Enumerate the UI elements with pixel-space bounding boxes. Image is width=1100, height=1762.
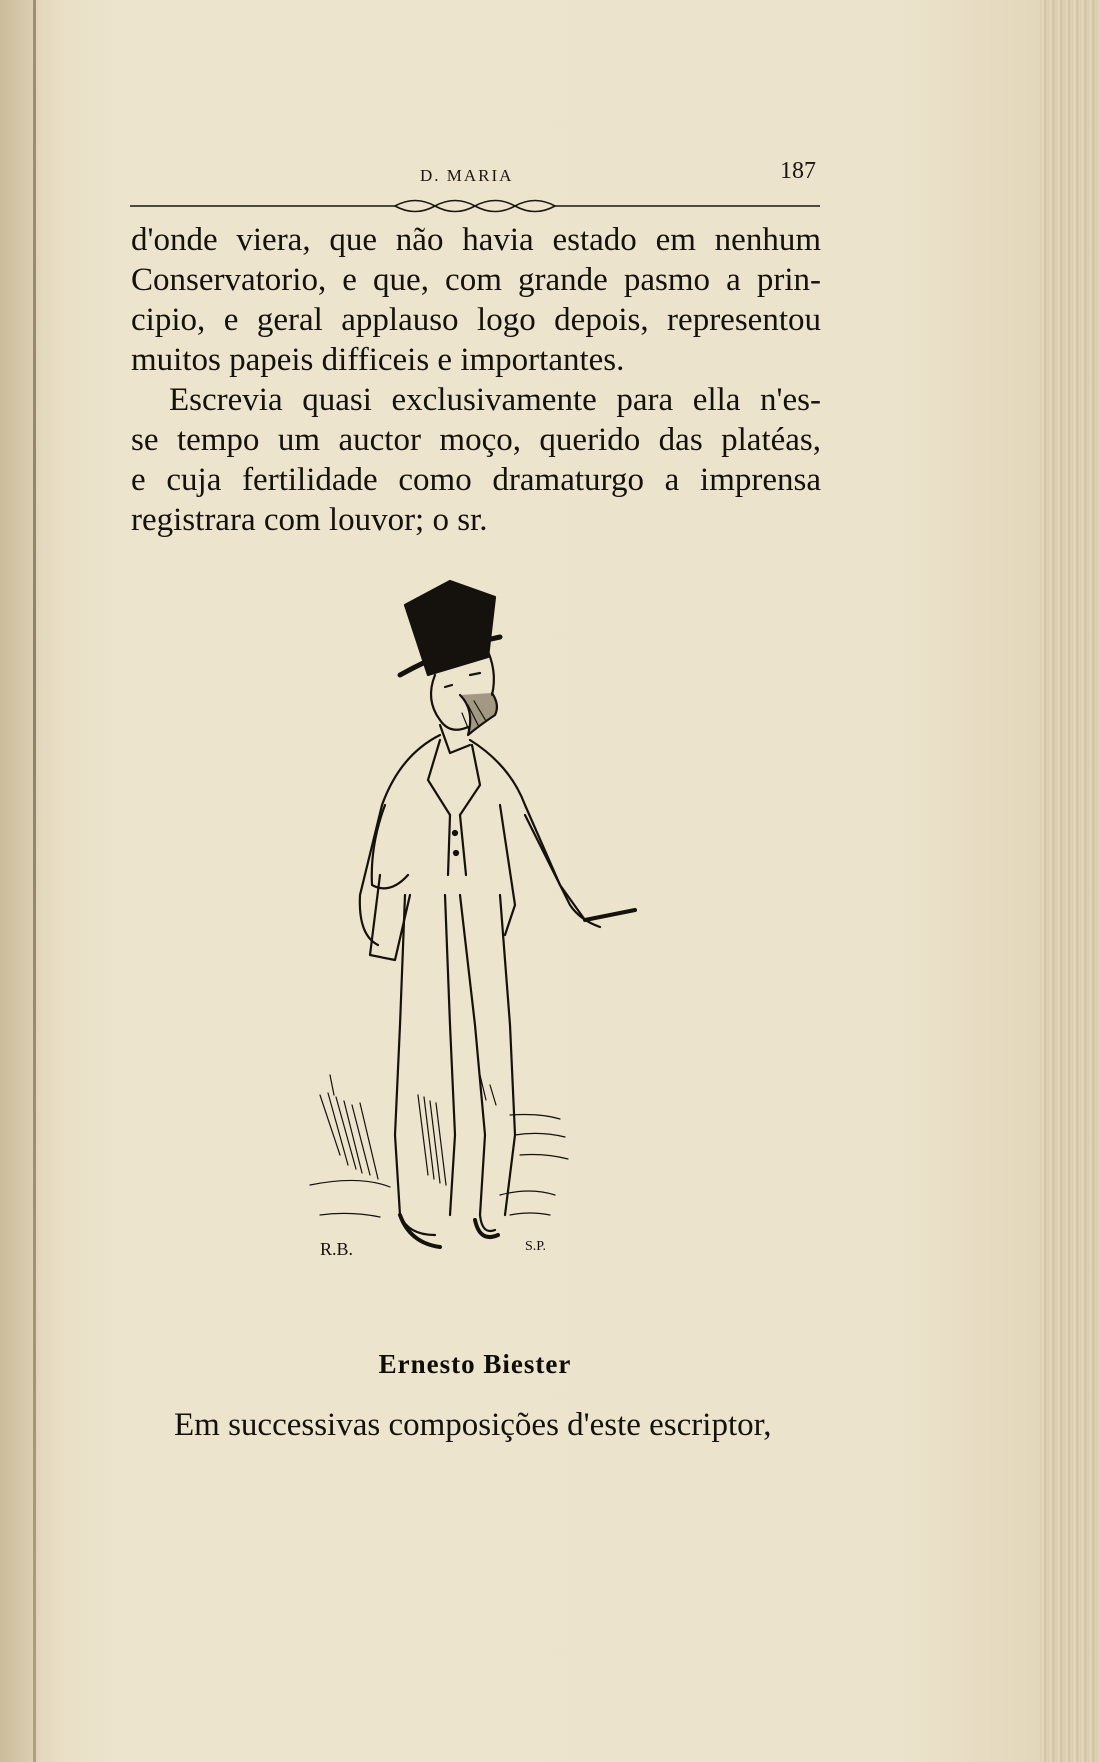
- body-line-6: se tempo um auctor moço, querido das platéas,: [131, 422, 821, 458]
- body-line-3: cipio, e geral applauso logo depois, representou: [131, 302, 821, 338]
- body-line-5: Escrevia quasi exclusivamente para ella n'es-: [169, 382, 821, 418]
- body-line-1: d'onde viera, que não havia estado em nenhum: [131, 222, 821, 258]
- ornamental-rule: [130, 193, 820, 223]
- signature-left: R.B.: [320, 1239, 354, 1259]
- body-line-7: e cuja fertilidade como dramaturgo a imprensa: [131, 462, 821, 498]
- caption-text: Ernesto Biester: [378, 1349, 572, 1379]
- running-head: D. MARIA: [420, 166, 514, 185]
- signature-right: S.P.: [525, 1239, 547, 1254]
- closing-line: Em successivas composições d'este escriptor,: [174, 1407, 772, 1443]
- binding-gutter: [33, 0, 36, 1762]
- body-line-2: Conservatorio, e que, com grande pasmo a prin-: [131, 262, 821, 298]
- page-header: [130, 158, 820, 188]
- page-number: 187: [780, 158, 816, 184]
- body-line-4: muitos papeis difficeis e importantes.: [131, 342, 625, 378]
- portrait-illustration: [300, 575, 660, 1335]
- page-leaves-edge: [1040, 0, 1100, 1762]
- illustration-caption: [0, 1349, 1100, 1380]
- body-line-8: registrara com louvor; o sr.: [131, 502, 488, 538]
- body-text: [131, 220, 821, 540]
